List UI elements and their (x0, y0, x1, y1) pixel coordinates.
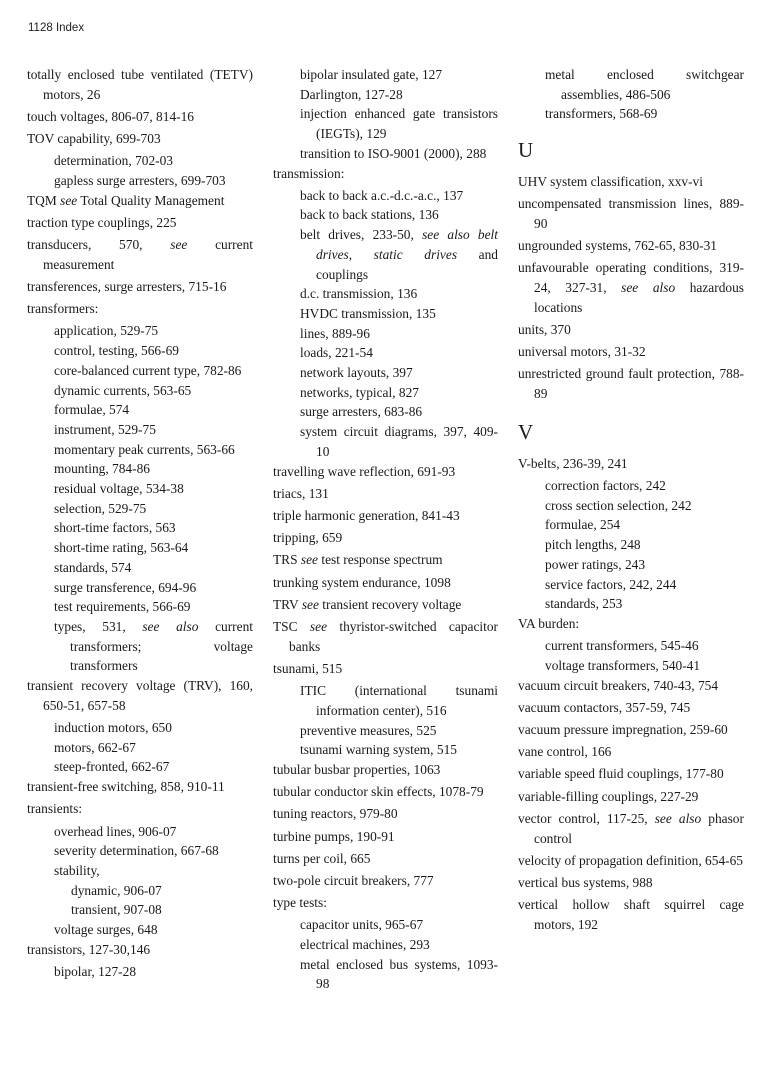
index-entry: vector control, 117-25, see also phasor control (518, 810, 744, 846)
index-entry: ungrounded systems, 762-65, 830-31 (518, 238, 717, 254)
index-entry: variable speed fluid couplings, 177-80 (518, 766, 724, 782)
index-entry: unfavourable operating conditions, 319-24, 327-31, see also hazardous locations (518, 260, 744, 315)
index-subentry: cross section selection, 242 (545, 497, 692, 513)
index-entry: travelling wave reflection, 691-93 (273, 463, 456, 479)
index-subentry: loads, 221-54 (300, 345, 373, 361)
index-subentry: HVDC transmission, 135 (300, 305, 436, 321)
index-subentry: d.c. transmission, 136 (300, 286, 418, 302)
index-section-letter: U (518, 138, 534, 163)
index-entry: unrestricted ground fault protection, 788-89 (518, 366, 744, 402)
index-subentry: transition to ISO-9001 (2000), 288 (300, 145, 487, 161)
index-subentry: metal enclosed bus systems, 1093-98 (300, 956, 498, 992)
index-column-2 (273, 65, 498, 994)
index-section-letter: V (518, 419, 534, 444)
index-entry: triacs, 131 (273, 485, 329, 501)
index-subentry: metal enclosed switchgear assemblies, 486-506 (545, 67, 744, 102)
index-subentry: network layouts, 397 (300, 365, 413, 381)
index-subentry: overhead lines, 906-07 (54, 823, 177, 839)
index-entry: velocity of propagation definition, 654-65 (518, 852, 743, 868)
index-entry: uncompensated transmission lines, 889-90 (518, 196, 744, 232)
index-entry: transmission: (273, 165, 345, 181)
index-subentry: formulae, 254 (545, 517, 621, 533)
index-subentry: formulae, 574 (54, 402, 130, 418)
index-entry: transferences, surge arresters, 715-16 (27, 279, 227, 295)
index-entry: traction type couplings, 225 (27, 214, 177, 230)
index-subentry: service factors, 242, 244 (545, 576, 677, 592)
index-subentry: control, testing, 566-69 (54, 343, 179, 359)
index-subentry: electrical machines, 293 (300, 937, 430, 953)
index-entry: variable-filling couplings, 227-29 (518, 788, 699, 804)
index-column-1 (27, 65, 253, 982)
index-subentry: belt drives, 233-50, see also belt drives, static drives and couplings (300, 227, 498, 282)
index-subentry: stability, (54, 862, 100, 878)
index-subentry: surge transference, 694-96 (54, 579, 197, 595)
index-subentry: application, 529-75 (54, 323, 159, 339)
index-entry: tripping, 659 (273, 530, 343, 546)
index-entry: vacuum circuit breakers, 740-43, 754 (518, 677, 719, 693)
index-subentry: networks, typical, 827 (300, 384, 420, 400)
index-subentry: dynamic, 906-07 (71, 882, 162, 898)
index-subentry: instrument, 529-75 (54, 421, 156, 437)
index-entry: TSC see thyristor-switched capacitor banks (273, 618, 498, 654)
index-entry: transients: (27, 801, 83, 817)
index-entry: transducers, 570, see current measurement (27, 237, 253, 272)
index-entry: VA burden: (518, 615, 580, 631)
index-entry: TRV see transient recovery voltage (273, 596, 462, 612)
index-subentry: voltage surges, 648 (54, 922, 158, 938)
index-subentry: residual voltage, 534-38 (54, 481, 184, 497)
index-entry: transistors, 127-30,146 (27, 941, 151, 957)
index-entry: triple harmonic generation, 841-43 (273, 507, 460, 523)
index-subentry: mounting, 784-86 (54, 461, 150, 477)
index-entry: UHV system classification, xxv-vi (518, 174, 703, 190)
index-subentry: correction factors, 242 (545, 478, 666, 494)
index-entry: tubular busbar properties, 1063 (273, 761, 441, 777)
index-column-3 (518, 65, 744, 935)
index-subentry: lines, 889-96 (300, 325, 370, 341)
index-subentry: steep-fronted, 662-67 (54, 759, 170, 775)
index-subentry: injection enhanced gate transistors (IEGTs), 129 (300, 106, 498, 142)
index-subentry: short-time factors, 563 (54, 520, 176, 536)
index-subentry: induction motors, 650 (54, 720, 172, 735)
index-subentry: types, 531, see also current transformers; voltage transformers (54, 618, 253, 674)
index-subentry: voltage transformers, 540-41 (545, 657, 701, 673)
index-entry: two-pole circuit breakers, 777 (273, 872, 434, 888)
index-entry: trunking system endurance, 1098 (273, 574, 451, 590)
index-subentry: tsunami warning system, 515 (300, 742, 457, 758)
page-header (28, 22, 84, 34)
index-entry: type tests: (273, 895, 327, 911)
index-entry: V-belts, 236-39, 241 (518, 455, 628, 471)
index-subentry: momentary peak currents, 563-66 (54, 441, 235, 457)
index-subentry: dynamic currents, 563-65 (54, 382, 192, 398)
page-number: 1128 (28, 22, 53, 34)
index-entry: vacuum contactors, 357-59, 745 (518, 699, 691, 715)
index-entry: totally enclosed tube ventilated (TETV) motors, 26 (27, 67, 253, 102)
index-subentry: back to back a.c.-d.c.-a.c., 137 (300, 187, 464, 203)
index-entry: tubular conductor skin effects, 1078-79 (273, 784, 484, 800)
index-entry: TOV capability, 699-703 (27, 131, 161, 147)
index-entry: tuning reactors, 979-80 (273, 806, 398, 822)
index-subentry: determination, 702-03 (54, 153, 173, 169)
index-subentry: power ratings, 243 (545, 556, 646, 572)
index-entry: vertical bus systems, 988 (518, 874, 653, 890)
index-subentry: current transformers, 545-46 (545, 638, 699, 654)
index-entry: transient recovery voltage (TRV), 160, 650-51, 657-58 (27, 678, 253, 713)
index-entry: tsunami, 515 (273, 660, 343, 676)
index-subentry: core-balanced current type, 782-86 (54, 362, 242, 378)
index-entry: vane control, 166 (518, 744, 612, 760)
index-entry: units, 370 (518, 322, 571, 338)
index-subentry: system circuit diagrams, 397, 409-10 (300, 424, 498, 459)
index-entry: vertical hollow shaft squirrel cage motors, 192 (518, 897, 744, 932)
index-entry: touch voltages, 806-07, 814-16 (27, 108, 194, 124)
index-subentry: test requirements, 566-69 (54, 599, 191, 615)
index-entry: TQM see Total Quality Management (27, 192, 225, 208)
index-entry: turbine pumps, 190-91 (273, 828, 395, 844)
index-subentry: standards, 574 (54, 559, 132, 575)
index-subentry: ITIC (international tsunami information center), 516 (300, 683, 498, 718)
index-subentry: bipolar, 127-28 (54, 963, 137, 979)
index-subentry: transformers, 568-69 (545, 106, 658, 122)
index-subentry: back to back stations, 136 (300, 207, 439, 223)
page-header-title: Index (55, 22, 85, 34)
index-entry: transient-free switching, 858, 910-11 (27, 779, 225, 795)
index-subentry: pitch lengths, 248 (545, 537, 641, 553)
index-entry: vacuum pressure impregnation, 259-60 (518, 721, 728, 737)
index-subentry: selection, 529-75 (54, 500, 147, 516)
index-subentry: preventive measures, 525 (300, 722, 437, 738)
index-subentry: gapless surge arresters, 699-703 (54, 173, 226, 189)
index-subentry: Darlington, 127-28 (300, 86, 403, 102)
index-entry: universal motors, 31-32 (518, 344, 646, 360)
index-entry: transformers: (27, 301, 99, 317)
index-subentry: capacitor units, 965-67 (300, 917, 424, 933)
index-entry: turns per coil, 665 (273, 850, 371, 866)
index-subentry: standards, 253 (545, 596, 623, 612)
index-subentry: short-time rating, 563-64 (54, 540, 189, 556)
index-subentry: surge arresters, 683-86 (300, 404, 423, 420)
index-subentry: bipolar insulated gate, 127 (300, 67, 443, 82)
index-subentry: severity determination, 667-68 (54, 843, 219, 859)
index-entry: TRS see test response spectrum (273, 552, 443, 568)
index-subentry: transient, 907-08 (71, 902, 162, 918)
index-subentry: motors, 662-67 (54, 739, 136, 755)
